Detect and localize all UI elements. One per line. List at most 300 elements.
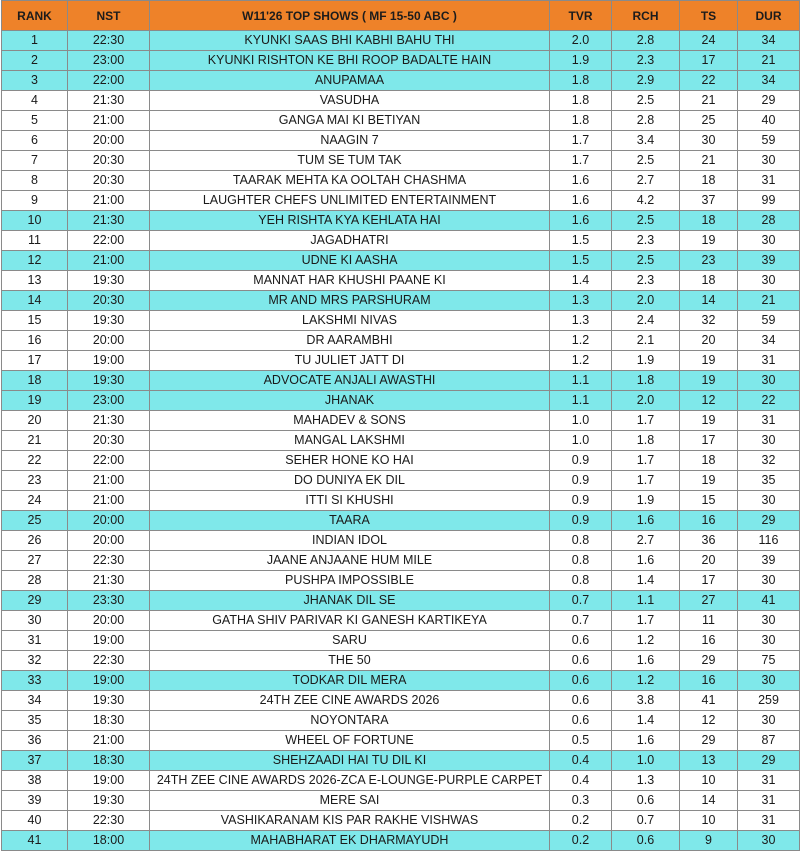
cell-nst: 20:00	[68, 531, 150, 551]
cell-rch: 3.4	[612, 131, 680, 151]
cell-rank: 32	[2, 651, 68, 671]
cell-rank: 39	[2, 791, 68, 811]
cell-dur: 30	[738, 271, 800, 291]
table-row	[2, 211, 800, 231]
header-rank: RANK	[2, 1, 68, 31]
cell-rank: 13	[2, 271, 68, 291]
cell-tvr: 0.2	[550, 831, 612, 851]
cell-dur: 30	[738, 151, 800, 171]
cell-ts: 16	[680, 511, 738, 531]
cell-dur: 30	[738, 711, 800, 731]
cell-show: SARU	[150, 631, 550, 651]
cell-ts: 14	[680, 791, 738, 811]
cell-show: KYUNKI RISHTON KE BHI ROOP BADALTE HAIN	[150, 51, 550, 71]
cell-show: THE 50	[150, 651, 550, 671]
cell-tvr: 0.7	[550, 591, 612, 611]
cell-ts: 10	[680, 771, 738, 791]
cell-nst: 21:00	[68, 731, 150, 751]
table-row	[2, 551, 800, 571]
cell-ts: 19	[680, 411, 738, 431]
table-row	[2, 831, 800, 851]
cell-rch: 4.2	[612, 191, 680, 211]
table-row	[2, 51, 800, 71]
cell-ts: 18	[680, 171, 738, 191]
cell-rank: 9	[2, 191, 68, 211]
cell-nst: 21:00	[68, 191, 150, 211]
cell-ts: 19	[680, 471, 738, 491]
cell-rank: 30	[2, 611, 68, 631]
table-row	[2, 391, 800, 411]
cell-rch: 1.2	[612, 631, 680, 651]
cell-tvr: 0.2	[550, 811, 612, 831]
cell-dur: 39	[738, 251, 800, 271]
cell-dur: 30	[738, 491, 800, 511]
cell-show: 24TH ZEE CINE AWARDS 2026-ZCA E-LOUNGE-PURPLE CARPET	[150, 771, 550, 791]
cell-dur: 30	[738, 571, 800, 591]
cell-nst: 18:30	[68, 751, 150, 771]
table-row	[2, 671, 800, 691]
cell-nst: 18:00	[68, 831, 150, 851]
cell-rank: 16	[2, 331, 68, 351]
cell-dur: 59	[738, 131, 800, 151]
cell-rank: 4	[2, 91, 68, 111]
cell-tvr: 0.4	[550, 751, 612, 771]
cell-rch: 1.6	[612, 651, 680, 671]
cell-dur: 39	[738, 551, 800, 571]
cell-dur: 28	[738, 211, 800, 231]
cell-tvr: 1.6	[550, 211, 612, 231]
cell-ts: 17	[680, 431, 738, 451]
cell-nst: 19:00	[68, 671, 150, 691]
cell-ts: 17	[680, 571, 738, 591]
table-body	[2, 31, 800, 851]
cell-ts: 27	[680, 591, 738, 611]
cell-rch: 1.7	[612, 411, 680, 431]
table-row	[2, 711, 800, 731]
cell-nst: 22:00	[68, 231, 150, 251]
cell-tvr: 1.6	[550, 171, 612, 191]
header-ts: TS	[680, 1, 738, 31]
cell-tvr: 1.5	[550, 251, 612, 271]
table-row	[2, 571, 800, 591]
cell-nst: 21:30	[68, 411, 150, 431]
cell-ts: 13	[680, 751, 738, 771]
table-row	[2, 691, 800, 711]
cell-dur: 29	[738, 91, 800, 111]
cell-rank: 40	[2, 811, 68, 831]
cell-ts: 32	[680, 311, 738, 331]
cell-dur: 29	[738, 751, 800, 771]
table-row	[2, 331, 800, 351]
cell-tvr: 1.2	[550, 351, 612, 371]
cell-rch: 2.8	[612, 31, 680, 51]
cell-dur: 75	[738, 651, 800, 671]
table-row	[2, 191, 800, 211]
cell-dur: 31	[738, 811, 800, 831]
cell-nst: 22:30	[68, 651, 150, 671]
cell-rank: 35	[2, 711, 68, 731]
cell-tvr: 1.0	[550, 431, 612, 451]
cell-show: ANUPAMAA	[150, 71, 550, 91]
cell-ts: 29	[680, 731, 738, 751]
cell-nst: 21:00	[68, 251, 150, 271]
cell-rank: 27	[2, 551, 68, 571]
cell-ts: 18	[680, 451, 738, 471]
cell-nst: 20:30	[68, 171, 150, 191]
cell-rch: 1.7	[612, 451, 680, 471]
cell-show: MR AND MRS PARSHURAM	[150, 291, 550, 311]
cell-nst: 20:00	[68, 611, 150, 631]
cell-nst: 23:00	[68, 391, 150, 411]
cell-rch: 1.9	[612, 351, 680, 371]
cell-tvr: 0.8	[550, 571, 612, 591]
header-dur: DUR	[738, 1, 800, 31]
cell-rank: 2	[2, 51, 68, 71]
cell-ts: 9	[680, 831, 738, 851]
cell-dur: 30	[738, 231, 800, 251]
cell-rch: 2.7	[612, 531, 680, 551]
cell-dur: 31	[738, 411, 800, 431]
cell-show: TAARA	[150, 511, 550, 531]
cell-rank: 41	[2, 831, 68, 851]
cell-rch: 2.5	[612, 151, 680, 171]
cell-rank: 11	[2, 231, 68, 251]
table-row	[2, 251, 800, 271]
table-row	[2, 451, 800, 471]
cell-rch: 1.4	[612, 711, 680, 731]
cell-show: SEHER HONE KO HAI	[150, 451, 550, 471]
cell-show: NOYONTARA	[150, 711, 550, 731]
cell-nst: 23:30	[68, 591, 150, 611]
table-row	[2, 611, 800, 631]
table-row	[2, 771, 800, 791]
cell-rch: 1.2	[612, 671, 680, 691]
cell-nst: 20:00	[68, 131, 150, 151]
cell-rank: 12	[2, 251, 68, 271]
cell-nst: 21:00	[68, 471, 150, 491]
cell-tvr: 0.9	[550, 511, 612, 531]
cell-rch: 2.0	[612, 391, 680, 411]
cell-rank: 36	[2, 731, 68, 751]
cell-rank: 21	[2, 431, 68, 451]
table-row	[2, 491, 800, 511]
cell-dur: 35	[738, 471, 800, 491]
table-row	[2, 291, 800, 311]
cell-show: DR AARAMBHI	[150, 331, 550, 351]
cell-show: JHANAK	[150, 391, 550, 411]
table-row	[2, 511, 800, 531]
cell-rch: 1.8	[612, 431, 680, 451]
cell-rch: 1.7	[612, 471, 680, 491]
cell-rank: 17	[2, 351, 68, 371]
cell-ts: 19	[680, 231, 738, 251]
cell-show: SHEHZAADI HAI TU DIL KI	[150, 751, 550, 771]
table-row	[2, 431, 800, 451]
cell-show: JAANE ANJAANE HUM MILE	[150, 551, 550, 571]
cell-rch: 2.1	[612, 331, 680, 351]
cell-show: NAAGIN 7	[150, 131, 550, 151]
table-row	[2, 231, 800, 251]
cell-dur: 259	[738, 691, 800, 711]
cell-dur: 30	[738, 831, 800, 851]
table-row	[2, 411, 800, 431]
cell-dur: 30	[738, 431, 800, 451]
cell-rank: 29	[2, 591, 68, 611]
cell-show: JHANAK DIL SE	[150, 591, 550, 611]
cell-dur: 40	[738, 111, 800, 131]
cell-rch: 2.3	[612, 271, 680, 291]
table-row	[2, 371, 800, 391]
cell-rank: 31	[2, 631, 68, 651]
cell-dur: 116	[738, 531, 800, 551]
cell-dur: 34	[738, 31, 800, 51]
cell-show: ITTI SI KHUSHI	[150, 491, 550, 511]
cell-tvr: 0.8	[550, 551, 612, 571]
cell-rch: 1.6	[612, 731, 680, 751]
cell-dur: 31	[738, 171, 800, 191]
cell-rank: 25	[2, 511, 68, 531]
cell-rch: 1.4	[612, 571, 680, 591]
cell-nst: 19:00	[68, 771, 150, 791]
cell-ts: 11	[680, 611, 738, 631]
cell-nst: 19:30	[68, 311, 150, 331]
table-row	[2, 531, 800, 551]
cell-rank: 5	[2, 111, 68, 131]
cell-ts: 30	[680, 131, 738, 151]
cell-ts: 21	[680, 151, 738, 171]
cell-ts: 36	[680, 531, 738, 551]
cell-nst: 20:00	[68, 331, 150, 351]
cell-tvr: 0.6	[550, 631, 612, 651]
table-row	[2, 91, 800, 111]
table-row	[2, 31, 800, 51]
cell-show: DO DUNIYA EK DIL	[150, 471, 550, 491]
cell-nst: 19:30	[68, 791, 150, 811]
cell-rch: 2.5	[612, 91, 680, 111]
cell-ts: 16	[680, 671, 738, 691]
cell-show: MAHADEV & SONS	[150, 411, 550, 431]
cell-tvr: 1.3	[550, 311, 612, 331]
cell-ts: 25	[680, 111, 738, 131]
cell-rch: 2.5	[612, 211, 680, 231]
cell-nst: 19:00	[68, 351, 150, 371]
cell-rank: 28	[2, 571, 68, 591]
cell-rank: 18	[2, 371, 68, 391]
cell-ts: 29	[680, 651, 738, 671]
cell-dur: 31	[738, 351, 800, 371]
table-row	[2, 591, 800, 611]
cell-rch: 1.8	[612, 371, 680, 391]
cell-rank: 34	[2, 691, 68, 711]
cell-dur: 32	[738, 451, 800, 471]
cell-tvr: 0.8	[550, 531, 612, 551]
cell-ts: 14	[680, 291, 738, 311]
cell-nst: 22:30	[68, 811, 150, 831]
cell-ts: 18	[680, 271, 738, 291]
cell-dur: 30	[738, 371, 800, 391]
cell-nst: 20:30	[68, 291, 150, 311]
cell-ts: 10	[680, 811, 738, 831]
cell-show: TODKAR DIL MERA	[150, 671, 550, 691]
cell-dur: 22	[738, 391, 800, 411]
cell-rch: 1.3	[612, 771, 680, 791]
cell-tvr: 1.0	[550, 411, 612, 431]
cell-nst: 23:00	[68, 51, 150, 71]
cell-nst: 22:00	[68, 71, 150, 91]
cell-show: LAUGHTER CHEFS UNLIMITED ENTERTAINMENT	[150, 191, 550, 211]
cell-show: UDNE KI AASHA	[150, 251, 550, 271]
cell-ts: 19	[680, 351, 738, 371]
cell-rch: 0.6	[612, 791, 680, 811]
table-row	[2, 731, 800, 751]
cell-tvr: 0.6	[550, 651, 612, 671]
cell-nst: 19:30	[68, 371, 150, 391]
table-header	[2, 1, 800, 31]
table-row	[2, 171, 800, 191]
cell-tvr: 0.4	[550, 771, 612, 791]
cell-tvr: 0.5	[550, 731, 612, 751]
cell-tvr: 0.6	[550, 671, 612, 691]
cell-rch: 3.8	[612, 691, 680, 711]
cell-tvr: 1.8	[550, 91, 612, 111]
cell-tvr: 0.6	[550, 711, 612, 731]
cell-ts: 37	[680, 191, 738, 211]
cell-rch: 1.6	[612, 551, 680, 571]
cell-ts: 21	[680, 91, 738, 111]
cell-show: KYUNKI SAAS BHI KABHI BAHU THI	[150, 31, 550, 51]
cell-rank: 14	[2, 291, 68, 311]
cell-ts: 24	[680, 31, 738, 51]
cell-ts: 12	[680, 391, 738, 411]
cell-rank: 10	[2, 211, 68, 231]
cell-ts: 12	[680, 711, 738, 731]
cell-ts: 19	[680, 371, 738, 391]
cell-tvr: 1.5	[550, 231, 612, 251]
cell-rank: 24	[2, 491, 68, 511]
cell-tvr: 1.3	[550, 291, 612, 311]
table-row	[2, 811, 800, 831]
cell-rch: 1.9	[612, 491, 680, 511]
cell-tvr: 0.7	[550, 611, 612, 631]
cell-rank: 23	[2, 471, 68, 491]
table-row	[2, 271, 800, 291]
cell-tvr: 1.6	[550, 191, 612, 211]
table-row	[2, 351, 800, 371]
cell-rch: 2.8	[612, 111, 680, 131]
cell-rch: 1.0	[612, 751, 680, 771]
cell-ts: 41	[680, 691, 738, 711]
cell-rank: 3	[2, 71, 68, 91]
cell-show: GATHA SHIV PARIVAR KI GANESH KARTIKEYA	[150, 611, 550, 631]
cell-rank: 37	[2, 751, 68, 771]
cell-show: JAGADHATRI	[150, 231, 550, 251]
cell-dur: 31	[738, 791, 800, 811]
cell-show: TUM SE TUM TAK	[150, 151, 550, 171]
cell-show: MANNAT HAR KHUSHI PAANE KI	[150, 271, 550, 291]
cell-dur: 59	[738, 311, 800, 331]
cell-ts: 23	[680, 251, 738, 271]
cell-tvr: 1.8	[550, 71, 612, 91]
cell-show: MANGAL LAKSHMI	[150, 431, 550, 451]
cell-ts: 15	[680, 491, 738, 511]
cell-nst: 21:30	[68, 571, 150, 591]
cell-dur: 31	[738, 771, 800, 791]
cell-rank: 19	[2, 391, 68, 411]
cell-rank: 8	[2, 171, 68, 191]
cell-nst: 20:00	[68, 511, 150, 531]
cell-show: LAKSHMI NIVAS	[150, 311, 550, 331]
cell-dur: 21	[738, 291, 800, 311]
cell-tvr: 0.9	[550, 451, 612, 471]
table-row	[2, 131, 800, 151]
cell-rch: 2.3	[612, 51, 680, 71]
cell-ts: 20	[680, 551, 738, 571]
cell-tvr: 1.1	[550, 371, 612, 391]
cell-nst: 22:00	[68, 451, 150, 471]
cell-dur: 30	[738, 611, 800, 631]
cell-show: GANGA MAI KI BETIYAN	[150, 111, 550, 131]
cell-dur: 99	[738, 191, 800, 211]
cell-rank: 1	[2, 31, 68, 51]
cell-rch: 1.6	[612, 511, 680, 531]
cell-tvr: 1.7	[550, 151, 612, 171]
cell-rank: 22	[2, 451, 68, 471]
table-row	[2, 651, 800, 671]
cell-nst: 22:30	[68, 31, 150, 51]
cell-dur: 30	[738, 671, 800, 691]
cell-dur: 41	[738, 591, 800, 611]
cell-tvr: 1.9	[550, 51, 612, 71]
cell-show: TAARAK MEHTA KA OOLTAH CHASHMA	[150, 171, 550, 191]
cell-rank: 20	[2, 411, 68, 431]
cell-rch: 1.7	[612, 611, 680, 631]
cell-dur: 30	[738, 631, 800, 651]
cell-tvr: 1.8	[550, 111, 612, 131]
cell-show: YEH RISHTA KYA KEHLATA HAI	[150, 211, 550, 231]
header-title: W11'26 TOP SHOWS ( MF 15-50 ABC )	[150, 1, 550, 31]
cell-ts: 16	[680, 631, 738, 651]
cell-rank: 6	[2, 131, 68, 151]
cell-nst: 19:00	[68, 631, 150, 651]
cell-show: TU JULIET JATT DI	[150, 351, 550, 371]
cell-nst: 18:30	[68, 711, 150, 731]
cell-rch: 0.6	[612, 831, 680, 851]
cell-show: ADVOCATE ANJALI AWASTHI	[150, 371, 550, 391]
cell-nst: 21:00	[68, 491, 150, 511]
cell-rch: 1.1	[612, 591, 680, 611]
cell-nst: 21:30	[68, 211, 150, 231]
cell-nst: 20:30	[68, 431, 150, 451]
cell-tvr: 1.4	[550, 271, 612, 291]
cell-tvr: 1.7	[550, 131, 612, 151]
cell-nst: 22:30	[68, 551, 150, 571]
table-row	[2, 111, 800, 131]
cell-rank: 7	[2, 151, 68, 171]
cell-show: WHEEL OF FORTUNE	[150, 731, 550, 751]
cell-tvr: 1.2	[550, 331, 612, 351]
cell-tvr: 0.3	[550, 791, 612, 811]
cell-tvr: 2.0	[550, 31, 612, 51]
header-rch: RCH	[612, 1, 680, 31]
cell-show: VASUDHA	[150, 91, 550, 111]
cell-nst: 20:30	[68, 151, 150, 171]
cell-rank: 26	[2, 531, 68, 551]
cell-rank: 15	[2, 311, 68, 331]
cell-show: MERE SAI	[150, 791, 550, 811]
ratings-table	[1, 0, 800, 851]
cell-ts: 18	[680, 211, 738, 231]
header-tvr: TVR	[550, 1, 612, 31]
